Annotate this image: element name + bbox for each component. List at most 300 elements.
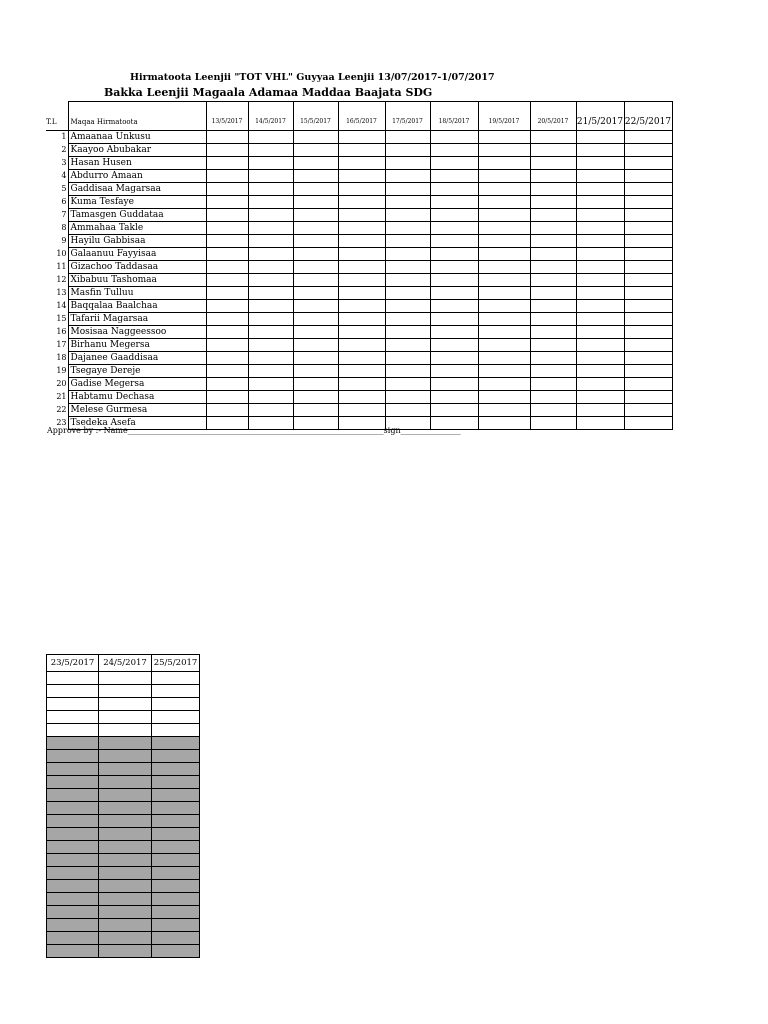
attendance-cell[interactable]: [47, 828, 99, 841]
attendance-cell[interactable]: [248, 378, 293, 391]
attendance-cell[interactable]: [338, 196, 385, 209]
attendance-cell[interactable]: [47, 724, 99, 737]
attendance-cell[interactable]: [530, 274, 576, 287]
attendance-cell[interactable]: [530, 144, 576, 157]
attendance-cell[interactable]: [624, 391, 672, 404]
attendance-cell[interactable]: [47, 880, 99, 893]
attendance-cell[interactable]: [99, 737, 152, 750]
attendance-cell[interactable]: [248, 144, 293, 157]
attendance-cell[interactable]: [624, 313, 672, 326]
attendance-cell[interactable]: [206, 287, 248, 300]
attendance-cell[interactable]: [478, 339, 530, 352]
attendance-cell[interactable]: [385, 313, 430, 326]
attendance-cell[interactable]: [293, 235, 338, 248]
attendance-cell[interactable]: [624, 404, 672, 417]
attendance-cell[interactable]: [576, 313, 624, 326]
attendance-cell[interactable]: [206, 313, 248, 326]
attendance-cell[interactable]: [430, 339, 478, 352]
attendance-cell[interactable]: [624, 300, 672, 313]
attendance-cell[interactable]: [385, 170, 430, 183]
attendance-cell[interactable]: [206, 170, 248, 183]
attendance-cell[interactable]: [338, 209, 385, 222]
attendance-cell[interactable]: [338, 313, 385, 326]
attendance-cell[interactable]: [478, 352, 530, 365]
attendance-cell[interactable]: [385, 209, 430, 222]
attendance-cell[interactable]: [206, 378, 248, 391]
attendance-cell[interactable]: [248, 300, 293, 313]
attendance-cell[interactable]: [338, 326, 385, 339]
attendance-cell[interactable]: [430, 287, 478, 300]
attendance-cell[interactable]: [206, 404, 248, 417]
attendance-cell[interactable]: [478, 222, 530, 235]
attendance-cell[interactable]: [430, 378, 478, 391]
attendance-cell[interactable]: [576, 352, 624, 365]
attendance-cell[interactable]: [530, 248, 576, 261]
attendance-cell[interactable]: [530, 365, 576, 378]
attendance-cell[interactable]: [206, 326, 248, 339]
attendance-cell[interactable]: [338, 378, 385, 391]
attendance-cell[interactable]: [248, 326, 293, 339]
attendance-cell[interactable]: [99, 919, 152, 932]
attendance-cell[interactable]: [478, 170, 530, 183]
attendance-cell[interactable]: [152, 737, 200, 750]
attendance-cell[interactable]: [430, 144, 478, 157]
attendance-cell[interactable]: [478, 274, 530, 287]
attendance-cell[interactable]: [576, 170, 624, 183]
attendance-cell[interactable]: [478, 261, 530, 274]
attendance-cell[interactable]: [248, 391, 293, 404]
attendance-cell[interactable]: [385, 196, 430, 209]
attendance-cell[interactable]: [624, 378, 672, 391]
attendance-cell[interactable]: [530, 170, 576, 183]
attendance-cell[interactable]: [478, 313, 530, 326]
attendance-cell[interactable]: [576, 378, 624, 391]
attendance-cell[interactable]: [99, 880, 152, 893]
attendance-cell[interactable]: [206, 300, 248, 313]
attendance-cell[interactable]: [530, 287, 576, 300]
attendance-cell[interactable]: [430, 183, 478, 196]
attendance-cell[interactable]: [576, 404, 624, 417]
attendance-cell[interactable]: [248, 261, 293, 274]
attendance-cell[interactable]: [430, 157, 478, 170]
attendance-cell[interactable]: [338, 261, 385, 274]
attendance-cell[interactable]: [206, 248, 248, 261]
attendance-cell[interactable]: [385, 235, 430, 248]
attendance-cell[interactable]: [385, 404, 430, 417]
attendance-cell[interactable]: [99, 672, 152, 685]
attendance-cell[interactable]: [576, 274, 624, 287]
attendance-cell[interactable]: [576, 300, 624, 313]
attendance-cell[interactable]: [530, 404, 576, 417]
attendance-cell[interactable]: [293, 222, 338, 235]
attendance-cell[interactable]: [530, 352, 576, 365]
participant-name: Birhanu Megersa: [68, 339, 206, 352]
attendance-cell[interactable]: [430, 274, 478, 287]
attendance-cell[interactable]: [248, 183, 293, 196]
attendance-cell[interactable]: [385, 391, 430, 404]
attendance-cell[interactable]: [206, 274, 248, 287]
attendance-cell[interactable]: [248, 222, 293, 235]
attendance-cell[interactable]: [385, 131, 430, 144]
attendance-cell[interactable]: [293, 157, 338, 170]
attendance-cell[interactable]: [430, 248, 478, 261]
attendance-cell[interactable]: [152, 672, 200, 685]
attendance-cell[interactable]: [478, 300, 530, 313]
attendance-cell[interactable]: [338, 131, 385, 144]
row-number: 23: [46, 417, 68, 430]
attendance-cell[interactable]: [248, 157, 293, 170]
attendance-cell[interactable]: [624, 365, 672, 378]
attendance-cell[interactable]: [576, 365, 624, 378]
attendance-cell[interactable]: [530, 339, 576, 352]
attendance-cell[interactable]: [530, 222, 576, 235]
attendance-cell[interactable]: [47, 906, 99, 919]
attendance-cell[interactable]: [152, 867, 200, 880]
attendance-cell[interactable]: [624, 274, 672, 287]
attendance-cell[interactable]: [293, 131, 338, 144]
attendance-cell[interactable]: [47, 841, 99, 854]
attendance-cell[interactable]: [338, 170, 385, 183]
attendance-cell[interactable]: [385, 352, 430, 365]
attendance-cell[interactable]: [99, 776, 152, 789]
attendance-cell[interactable]: [152, 880, 200, 893]
attendance-cell[interactable]: [338, 339, 385, 352]
attendance-cell[interactable]: [385, 378, 430, 391]
attendance-cell[interactable]: [430, 170, 478, 183]
attendance-cell[interactable]: [338, 300, 385, 313]
attendance-cell[interactable]: [47, 672, 99, 685]
attendance-cell[interactable]: [338, 365, 385, 378]
attendance-cell[interactable]: [430, 261, 478, 274]
attendance-cell[interactable]: [385, 144, 430, 157]
attendance-cell[interactable]: [624, 287, 672, 300]
attendance-cell[interactable]: [624, 326, 672, 339]
attendance-cell[interactable]: [99, 854, 152, 867]
attendance-cell[interactable]: [293, 313, 338, 326]
attendance-cell[interactable]: [478, 417, 530, 430]
attendance-cell[interactable]: [152, 893, 200, 906]
attendance-cell[interactable]: [624, 222, 672, 235]
attendance-cell[interactable]: [152, 711, 200, 724]
attendance-cell[interactable]: [99, 932, 152, 945]
attendance-cell[interactable]: [152, 724, 200, 737]
attendance-cell[interactable]: [47, 763, 99, 776]
attendance-cell[interactable]: [338, 391, 385, 404]
attendance-cell[interactable]: [478, 196, 530, 209]
attendance-cell[interactable]: [478, 144, 530, 157]
attendance-cell[interactable]: [338, 183, 385, 196]
attendance-cell[interactable]: [385, 326, 430, 339]
attendance-cell[interactable]: [478, 287, 530, 300]
attendance-cell[interactable]: [293, 287, 338, 300]
attendance-cell[interactable]: [624, 261, 672, 274]
attendance-cell[interactable]: [624, 235, 672, 248]
attendance-cell[interactable]: [99, 724, 152, 737]
attendance-cell[interactable]: [47, 932, 99, 945]
attendance-cell[interactable]: [47, 815, 99, 828]
attendance-cell[interactable]: [99, 789, 152, 802]
row-number: 4: [46, 170, 68, 183]
attendance-cell[interactable]: [530, 417, 576, 430]
attendance-cell[interactable]: [47, 685, 99, 698]
attendance-cell[interactable]: [47, 789, 99, 802]
attendance-cell[interactable]: [152, 841, 200, 854]
attendance-cell[interactable]: [152, 750, 200, 763]
attendance-cell[interactable]: [576, 131, 624, 144]
table-row: [46, 391, 672, 404]
attendance-cell[interactable]: [624, 196, 672, 209]
attendance-cell[interactable]: [478, 391, 530, 404]
attendance-cell[interactable]: [338, 144, 385, 157]
attendance-cell[interactable]: [478, 157, 530, 170]
attendance-cell[interactable]: [530, 313, 576, 326]
attendance-cell[interactable]: [248, 196, 293, 209]
attendance-cell[interactable]: [478, 378, 530, 391]
attendance-cell[interactable]: [430, 196, 478, 209]
attendance-cell[interactable]: [206, 222, 248, 235]
attendance-cell[interactable]: [206, 339, 248, 352]
attendance-cell[interactable]: [206, 144, 248, 157]
attendance-cell[interactable]: [385, 157, 430, 170]
attendance-cell[interactable]: [530, 261, 576, 274]
attendance-cell[interactable]: [338, 235, 385, 248]
attendance-cell[interactable]: [293, 404, 338, 417]
attendance-cell[interactable]: [430, 235, 478, 248]
attendance-cell[interactable]: [206, 261, 248, 274]
attendance-cell[interactable]: [99, 815, 152, 828]
attendance-cell[interactable]: [152, 919, 200, 932]
attendance-cell[interactable]: [478, 131, 530, 144]
attendance-cell[interactable]: [478, 365, 530, 378]
attendance-cell[interactable]: [47, 867, 99, 880]
attendance-cell[interactable]: [293, 144, 338, 157]
attendance-cell[interactable]: [293, 170, 338, 183]
attendance-cell[interactable]: [152, 906, 200, 919]
attendance-cell[interactable]: [99, 685, 152, 698]
attendance-cell[interactable]: [248, 365, 293, 378]
attendance-cell[interactable]: [430, 352, 478, 365]
attendance-cell[interactable]: [530, 378, 576, 391]
attendance-cell[interactable]: [152, 945, 200, 958]
attendance-cell[interactable]: [385, 248, 430, 261]
attendance-cell[interactable]: [576, 417, 624, 430]
attendance-cell[interactable]: [248, 131, 293, 144]
attendance-cell[interactable]: [530, 131, 576, 144]
attendance-cell[interactable]: [338, 157, 385, 170]
attendance-cell[interactable]: [206, 183, 248, 196]
attendance-cell[interactable]: [478, 404, 530, 417]
attendance-cell[interactable]: [47, 945, 99, 958]
attendance-cell[interactable]: [99, 945, 152, 958]
attendance-cell[interactable]: [430, 209, 478, 222]
attendance-cell[interactable]: [152, 802, 200, 815]
participant-name: Melese Gurmesa: [68, 404, 206, 417]
attendance-cell[interactable]: [152, 776, 200, 789]
attendance-cell[interactable]: [576, 339, 624, 352]
attendance-cell[interactable]: [206, 209, 248, 222]
attendance-cell[interactable]: [99, 841, 152, 854]
attendance-cell[interactable]: [624, 144, 672, 157]
attendance-cell[interactable]: [293, 365, 338, 378]
attendance-cell[interactable]: [99, 828, 152, 841]
attendance-cell[interactable]: [430, 300, 478, 313]
attendance-cell[interactable]: [152, 815, 200, 828]
attendance-cell[interactable]: [152, 828, 200, 841]
attendance-cell[interactable]: [99, 893, 152, 906]
attendance-cell[interactable]: [530, 157, 576, 170]
attendance-cell[interactable]: [430, 131, 478, 144]
attendance-cell[interactable]: [530, 209, 576, 222]
header-date: 25/5/2017: [152, 655, 200, 672]
attendance-cell[interactable]: [624, 157, 672, 170]
attendance-cell[interactable]: [530, 235, 576, 248]
attendance-cell[interactable]: [293, 261, 338, 274]
attendance-cell[interactable]: [47, 854, 99, 867]
attendance-cell[interactable]: [206, 157, 248, 170]
participant-name: Ammahaa Takle: [68, 222, 206, 235]
attendance-cell[interactable]: [385, 274, 430, 287]
attendance-cell[interactable]: [47, 893, 99, 906]
attendance-cell[interactable]: [206, 391, 248, 404]
attendance-cell[interactable]: [478, 248, 530, 261]
attendance-cell[interactable]: [152, 932, 200, 945]
attendance-cell[interactable]: [338, 352, 385, 365]
attendance-cell[interactable]: [293, 209, 338, 222]
attendance-cell[interactable]: [206, 131, 248, 144]
attendance-cell[interactable]: [248, 209, 293, 222]
attendance-cell[interactable]: [47, 737, 99, 750]
attendance-cell[interactable]: [206, 235, 248, 248]
attendance-cell[interactable]: [624, 417, 672, 430]
attendance-cell[interactable]: [478, 235, 530, 248]
attendance-cell[interactable]: [293, 196, 338, 209]
attendance-cell[interactable]: [430, 326, 478, 339]
attendance-cell[interactable]: [293, 326, 338, 339]
attendance-cell[interactable]: [576, 144, 624, 157]
attendance-cell[interactable]: [530, 183, 576, 196]
attendance-cell[interactable]: [293, 248, 338, 261]
attendance-cell[interactable]: [248, 339, 293, 352]
attendance-cell[interactable]: [248, 274, 293, 287]
attendance-cell[interactable]: [47, 750, 99, 763]
attendance-cell[interactable]: [530, 391, 576, 404]
attendance-cell[interactable]: [576, 326, 624, 339]
attendance-cell[interactable]: [248, 170, 293, 183]
attendance-cell[interactable]: [385, 300, 430, 313]
attendance-cell[interactable]: [47, 711, 99, 724]
attendance-cell[interactable]: [576, 209, 624, 222]
attendance-cell[interactable]: [430, 365, 478, 378]
attendance-cell[interactable]: [47, 776, 99, 789]
attendance-cell[interactable]: [338, 222, 385, 235]
attendance-cell[interactable]: [338, 287, 385, 300]
attendance-cell[interactable]: [99, 763, 152, 776]
attendance-cell[interactable]: [385, 287, 430, 300]
attendance-cell[interactable]: [530, 326, 576, 339]
attendance-cell[interactable]: [385, 222, 430, 235]
attendance-cell[interactable]: [385, 183, 430, 196]
attendance-cell[interactable]: [430, 404, 478, 417]
attendance-cell[interactable]: [624, 352, 672, 365]
attendance-cell[interactable]: [293, 300, 338, 313]
attendance-cell[interactable]: [576, 391, 624, 404]
attendance-cell[interactable]: [338, 404, 385, 417]
attendance-cell[interactable]: [99, 867, 152, 880]
attendance-cell[interactable]: [293, 378, 338, 391]
attendance-cell[interactable]: [248, 352, 293, 365]
attendance-cell[interactable]: [478, 183, 530, 196]
attendance-cell[interactable]: [576, 287, 624, 300]
attendance-cell[interactable]: [248, 404, 293, 417]
attendance-cell[interactable]: [385, 365, 430, 378]
attendance-cell[interactable]: [385, 339, 430, 352]
attendance-cell[interactable]: [99, 802, 152, 815]
attendance-cell[interactable]: [293, 352, 338, 365]
attendance-cell[interactable]: [293, 183, 338, 196]
attendance-cell[interactable]: [576, 222, 624, 235]
attendance-cell[interactable]: [293, 339, 338, 352]
attendance-cell[interactable]: [152, 698, 200, 711]
attendance-cell[interactable]: [530, 300, 576, 313]
attendance-cell[interactable]: [338, 274, 385, 287]
attendance-cell[interactable]: [99, 698, 152, 711]
attendance-cell[interactable]: [152, 763, 200, 776]
attendance-cell[interactable]: [576, 235, 624, 248]
attendance-cell[interactable]: [576, 183, 624, 196]
attendance-cell[interactable]: [624, 170, 672, 183]
attendance-cell[interactable]: [99, 750, 152, 763]
attendance-cell[interactable]: [152, 685, 200, 698]
attendance-cell[interactable]: [293, 391, 338, 404]
attendance-cell[interactable]: [248, 287, 293, 300]
attendance-cell[interactable]: [576, 157, 624, 170]
attendance-cell[interactable]: [430, 313, 478, 326]
attendance-cell[interactable]: [206, 352, 248, 365]
table-row: [47, 854, 200, 867]
attendance-cell[interactable]: [152, 854, 200, 867]
attendance-cell[interactable]: [624, 339, 672, 352]
attendance-cell[interactable]: [430, 222, 478, 235]
attendance-cell[interactable]: [248, 235, 293, 248]
attendance-cell[interactable]: [293, 274, 338, 287]
table-row: [47, 776, 200, 789]
attendance-cell[interactable]: [47, 802, 99, 815]
attendance-cell[interactable]: [206, 365, 248, 378]
attendance-cell[interactable]: [47, 698, 99, 711]
attendance-cell[interactable]: [624, 248, 672, 261]
attendance-cell[interactable]: [478, 209, 530, 222]
attendance-cell[interactable]: [624, 131, 672, 144]
attendance-cell[interactable]: [624, 183, 672, 196]
attendance-cell[interactable]: [576, 196, 624, 209]
attendance-cell[interactable]: [478, 326, 530, 339]
attendance-cell[interactable]: [99, 711, 152, 724]
attendance-cell[interactable]: [248, 248, 293, 261]
attendance-cell[interactable]: [206, 196, 248, 209]
attendance-cell[interactable]: [99, 906, 152, 919]
attendance-cell[interactable]: [47, 919, 99, 932]
attendance-cell[interactable]: [248, 313, 293, 326]
participant-name: Gizachoo Taddasaa: [68, 261, 206, 274]
attendance-cell[interactable]: [338, 248, 385, 261]
attendance-cell[interactable]: [530, 196, 576, 209]
attendance-cell[interactable]: [624, 209, 672, 222]
attendance-cell[interactable]: [576, 261, 624, 274]
attendance-cell[interactable]: [430, 391, 478, 404]
attendance-cell[interactable]: [152, 789, 200, 802]
attendance-cell[interactable]: [385, 261, 430, 274]
attendance-cell[interactable]: [576, 248, 624, 261]
